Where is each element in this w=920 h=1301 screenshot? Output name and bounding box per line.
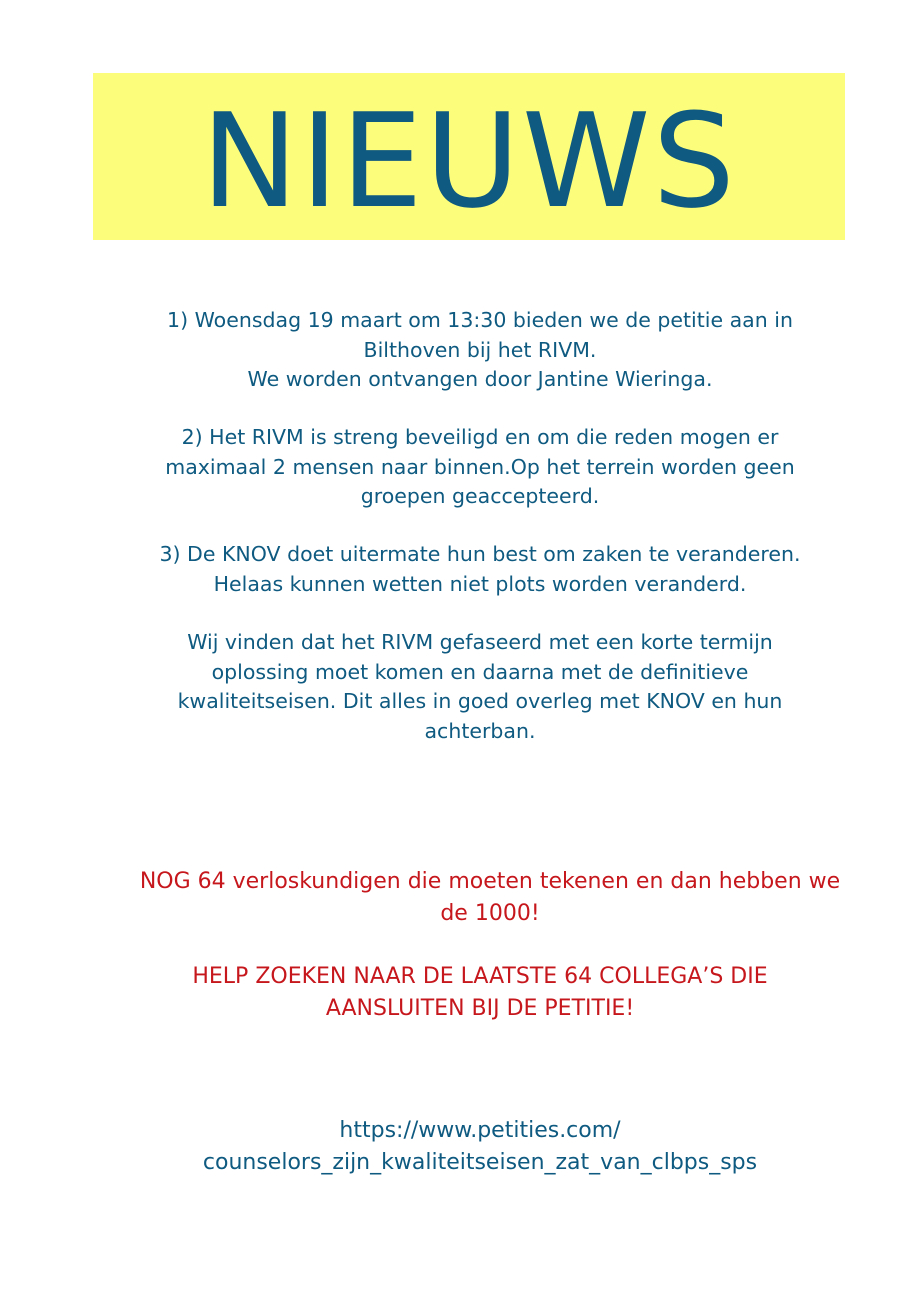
callout-line: AANSLUITEN BIJ DE PETITIE! xyxy=(325,996,635,1021)
point-4-paragraph xyxy=(60,628,900,746)
point-3-line: 3) De KNOV doet uitermate hun best om zaken te veranderen. xyxy=(159,542,801,566)
point-3-line: Helaas kunnen wetten niet plots worden veranderd. xyxy=(213,571,747,596)
point-2-line: 2) Het RIVM is streng beveiligd en om die reden mogen er xyxy=(181,425,779,449)
point-2-line: maximaal 2 mensen naar binnen.Op het terrein worden geen xyxy=(165,454,795,479)
petition-link[interactable] xyxy=(60,1115,900,1179)
point-4-line: kwaliteitseisen. Dit alles in goed overleg met KNOV en hun xyxy=(177,689,783,713)
petition-link-line[interactable]: counselors_zijn_kwaliteitseisen_zat_van_clbps_sps xyxy=(202,1150,758,1175)
point-3-paragraph xyxy=(60,540,900,599)
point-1-line: Bilthoven bij het RIVM. xyxy=(363,337,597,362)
help-search-callout xyxy=(60,961,900,1025)
point-4-line: Wij vinden dat het RIVM gefaseerd met een korte termijn xyxy=(187,630,773,654)
point-1-line: We worden ontvangen door Jantine Wieringa. xyxy=(247,367,713,391)
point-4-line: oplossing moet komen en daarna met de definitieve xyxy=(211,659,749,684)
callout-line: HELP ZOEKEN NAAR DE LAATSTE 64 COLLEGA’S DIE xyxy=(192,964,768,989)
point-4-line: achterban. xyxy=(424,718,536,743)
callout-line: de 1000! xyxy=(440,901,540,926)
point-1-paragraph xyxy=(60,306,900,395)
point-1-line: 1) Woensdag 19 maart om 13:30 bieden we de petitie aan in xyxy=(167,308,793,332)
callout-line: NOG 64 verloskundigen die moeten tekenen en dan hebben we xyxy=(139,869,841,894)
page-title: NIEUWS xyxy=(201,84,737,237)
petition-link-line[interactable]: https://www.petities.com/ xyxy=(339,1118,621,1143)
news-banner xyxy=(93,73,845,240)
signature-count-callout xyxy=(70,866,910,930)
point-2-paragraph xyxy=(60,423,900,512)
point-2-line: groepen geaccepteerd. xyxy=(360,484,600,508)
